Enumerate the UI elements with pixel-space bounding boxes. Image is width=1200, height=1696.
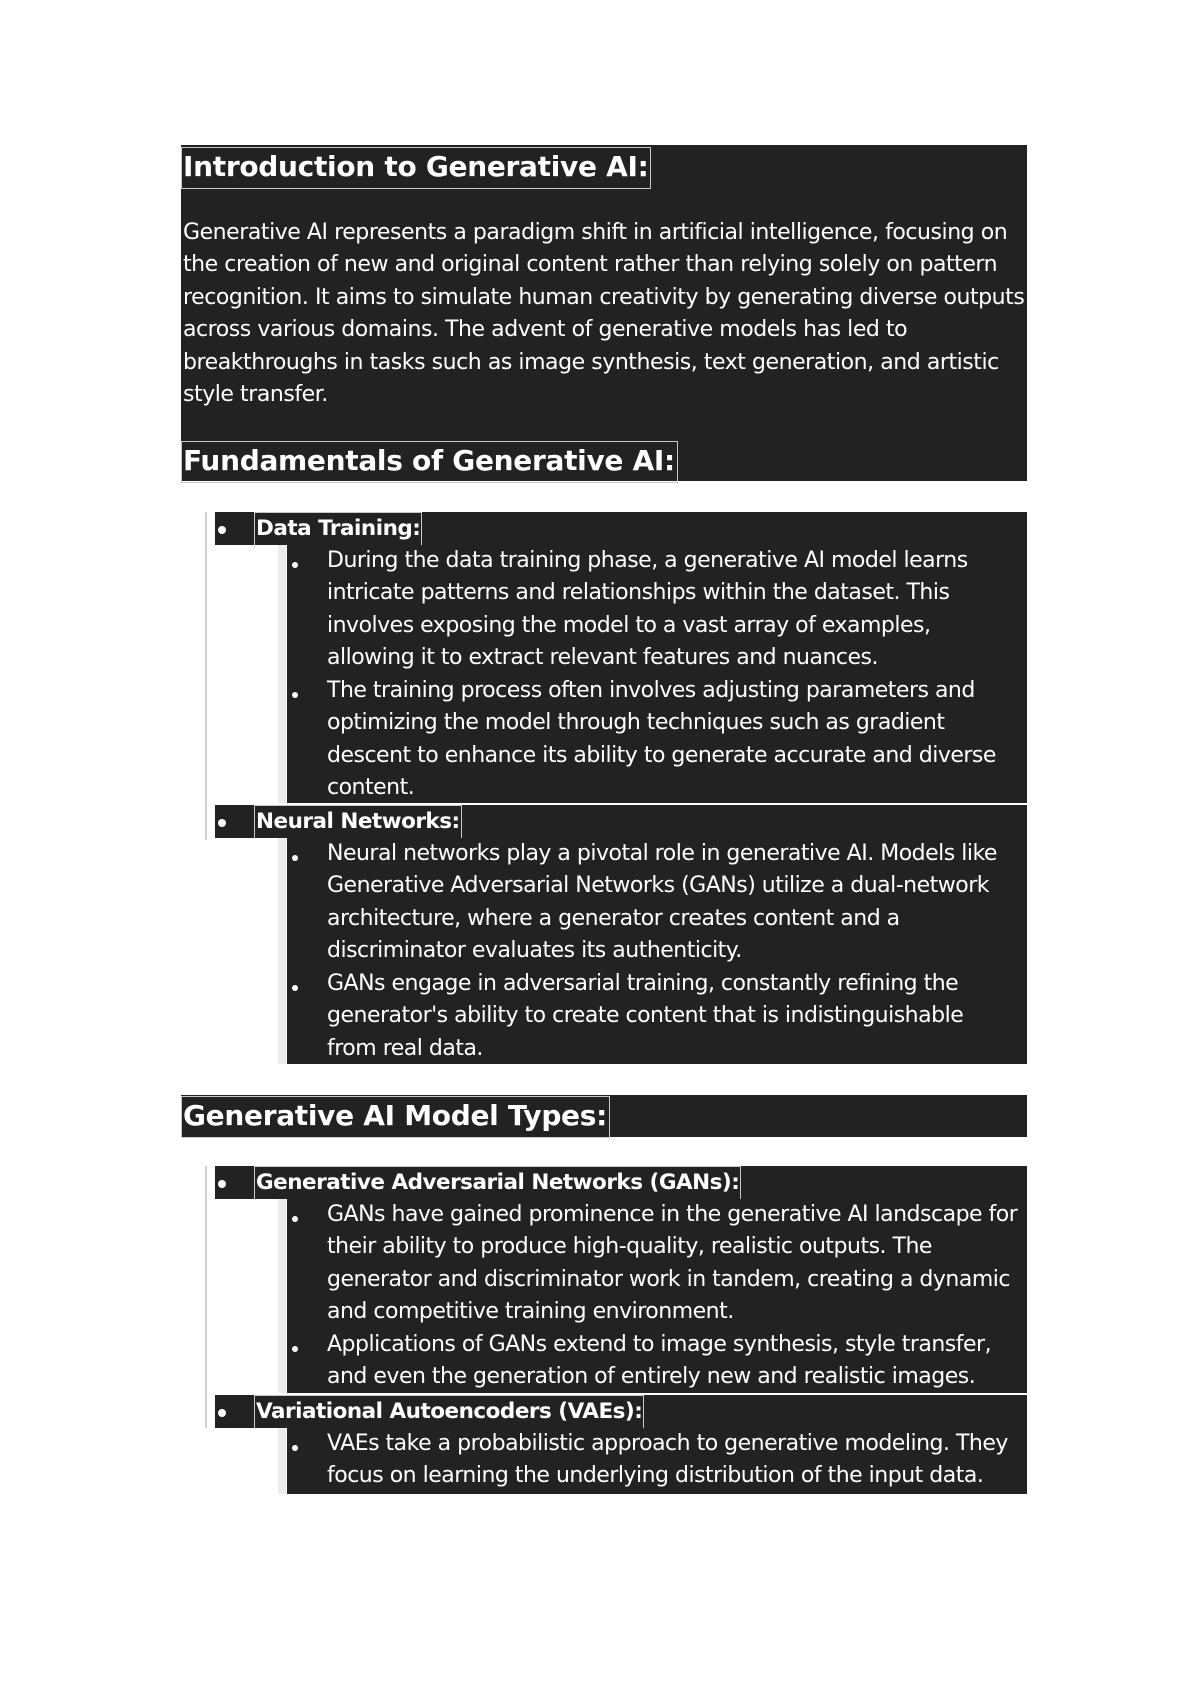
bullet-icon <box>292 1346 298 1352</box>
data-training-point-2: The training process often involves adjusting parameters and optimizing the model through techniques such as gradient descent to enhance its ability to generate accurate and diverse content. <box>327 678 996 801</box>
bullet-icon <box>218 1180 226 1188</box>
model-types-frame-left <box>205 1166 207 1428</box>
vaes-point-1: VAEs take a probabilistic approach to generative modeling. They focus on learning the underlying distribution of the input data. <box>327 1431 1008 1489</box>
vaes-label-text: Variational Autoencoders (VAEs): <box>254 1395 644 1429</box>
gans-label <box>254 1166 741 1200</box>
bullet-icon <box>292 692 298 698</box>
vaes-label <box>254 1395 644 1429</box>
data-training-point-1: During the data training phase, a generative AI model learns intricate patterns and relationships within the dataset. This involves exposing the model to a vast array of examples, allowing it to extract relevant features and nuances. <box>327 548 968 671</box>
gans-point-1: GANs have gained prominence in the generative AI landscape for their ability to produce high-quality, realistic outputs. The generator and discriminator work in tandem, creating a dynamic and competitive training environment. <box>327 1202 1018 1325</box>
model-types-heading-text: Generative AI Model Types: <box>181 1096 610 1138</box>
data-training-gutter <box>278 545 286 803</box>
bullet-icon <box>292 855 298 861</box>
fundamentals-heading <box>181 441 678 483</box>
neural-networks-label-text: Neural Networks: <box>254 805 462 839</box>
vaes-gutter <box>278 1428 286 1494</box>
bullet-icon <box>292 562 298 568</box>
fundamentals-frame-left <box>205 512 207 840</box>
bullet-icon <box>292 1445 298 1451</box>
intro-heading-text: Introduction to Generative AI: <box>181 147 651 189</box>
intro-heading <box>181 147 651 189</box>
data-training-label <box>254 512 422 546</box>
neural-networks-point-2: GANs engage in adversarial training, constantly refining the generator's ability to create content that is indistinguishable from real data. <box>327 971 964 1061</box>
neural-networks-gutter <box>278 838 286 1064</box>
model-types-heading <box>181 1096 610 1138</box>
neural-networks-label <box>254 805 462 839</box>
neural-networks-point-1: Neural networks play a pivotal role in generative AI. Models like Generative Adversarial Networks (GANs) utilize a dual-network architecture, where a generator creates content and a discriminator evaluates its authenticity. <box>327 841 997 964</box>
fundamentals-heading-text: Fundamentals of Generative AI: <box>181 441 678 483</box>
gans-label-text: Generative Adversarial Networks (GANs): <box>254 1166 741 1200</box>
intro-paragraph: Generative AI represents a paradigm shift in artificial intelligence, focusing on the creation of new and original content rather than relying solely on pattern recognition. It aims to simulate human creativity by generating diverse outputs across various domains. The advent of generative models has led to breakthroughs in tasks such as image synthesis, text generation, and artistic style transfer. <box>183 220 1025 408</box>
gans-gutter <box>278 1199 286 1393</box>
bullet-icon <box>292 985 298 991</box>
bullet-icon <box>218 1409 226 1417</box>
gans-point-2: Applications of GANs extend to image synthesis, style transfer, and even the generation of entirely new and realistic images. <box>327 1332 992 1390</box>
data-training-label-text: Data Training: <box>254 512 422 546</box>
bullet-icon <box>292 1216 298 1222</box>
bullet-icon <box>218 526 226 534</box>
bullet-icon <box>218 819 226 827</box>
